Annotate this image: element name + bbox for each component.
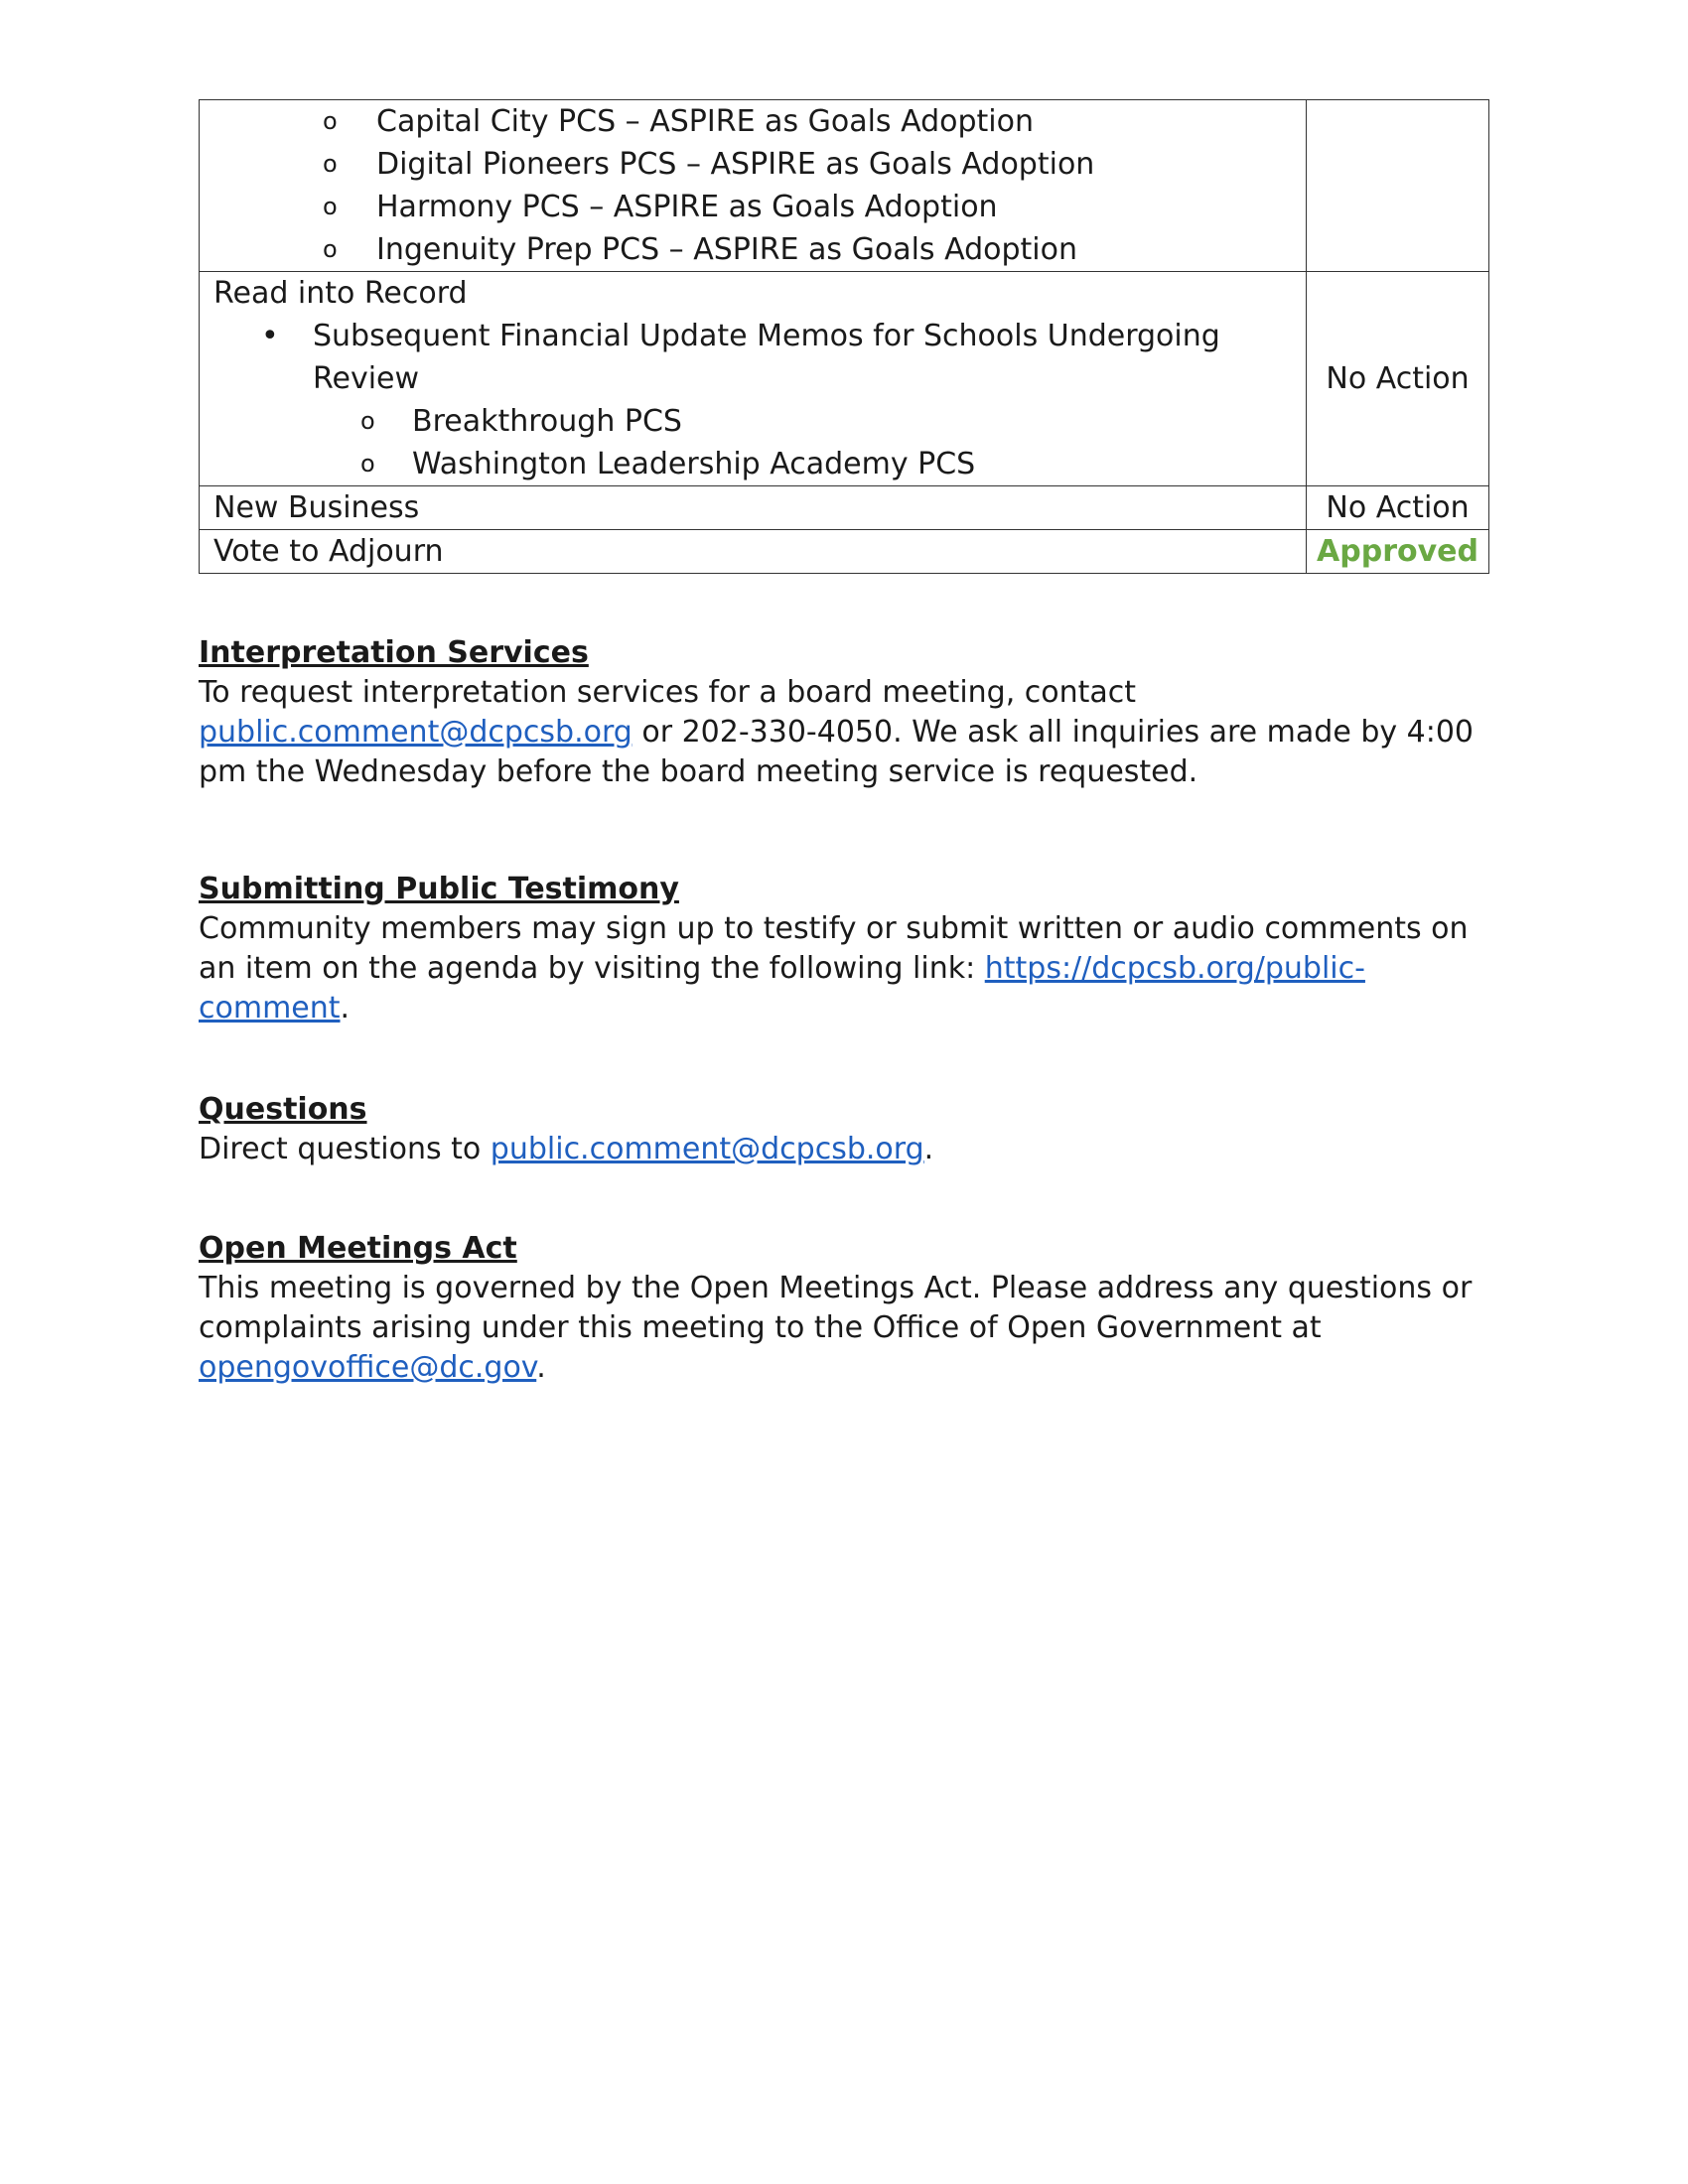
agenda-row-read-into-record [200, 272, 1489, 486]
circle-bullet-icon: o [360, 407, 375, 435]
section-heading: Interpretation Services [199, 635, 589, 670]
body-text: To request interpretation services for a board meeting, contact [199, 675, 1137, 710]
section-body [199, 1269, 1489, 1388]
list-item [313, 443, 1292, 485]
section-body [199, 909, 1489, 1028]
open-meetings-section [199, 1229, 1489, 1388]
agenda-row-goals-adoption [200, 100, 1489, 272]
body-text: This meeting is governed by the Open Meetings Act. Please address any questions or complaints arising under this meeting to the Office of Open Government at [199, 1271, 1473, 1345]
circle-bullet-icon: o [323, 107, 338, 135]
questions-section [199, 1090, 1489, 1169]
body-text: Community members may sign up to testify or submit written or audio comments on an item on the agenda by visiting the following link: [199, 911, 1469, 986]
list-item [213, 315, 1292, 485]
list-item-text: Ingenuity Prep PCS – ASPIRE as Goals Adoption [376, 232, 1077, 267]
email-link[interactable]: public.comment@dcpcsb.org [199, 715, 633, 750]
body-text: or 202-330-4050. We ask all inquiries are made by 4:00 pm the Wednesday before the board meeting service is requested. [199, 715, 1475, 789]
public-testimony-section [199, 870, 1489, 1028]
interpretation-section [199, 633, 1489, 792]
agenda-item-title: Read into Record [213, 276, 468, 311]
agenda-item-title: New Business [200, 486, 1307, 530]
list-item [213, 228, 1292, 271]
list-item-text: Harmony PCS – ASPIRE as Goals Adoption [376, 190, 998, 224]
agenda-status-cell: No Action [1307, 272, 1489, 486]
goals-adoption-list [213, 100, 1292, 271]
body-text: Direct questions to [199, 1132, 491, 1166]
circle-bullet-icon: o [360, 450, 375, 478]
section-heading: Questions [199, 1092, 367, 1127]
list-item-text: Digital Pioneers PCS – ASPIRE as Goals Adoption [376, 147, 1095, 182]
email-link[interactable]: public.comment@dcpcsb.org [490, 1132, 924, 1166]
agenda-item-cell [200, 272, 1307, 486]
agenda-status-cell: No Action [1307, 486, 1489, 530]
list-item [213, 186, 1292, 228]
list-item [213, 143, 1292, 186]
circle-bullet-icon: o [323, 193, 338, 220]
financial-memo-schools-list [313, 400, 1292, 485]
circle-bullet-icon: o [323, 235, 338, 263]
agenda-item-cell [200, 100, 1307, 272]
list-item-text: Capital City PCS – ASPIRE as Goals Adoption [376, 104, 1034, 139]
agenda-row-vote-to-adjourn [200, 530, 1489, 574]
section-heading: Open Meetings Act [199, 1231, 517, 1266]
agenda-table [199, 99, 1489, 574]
list-item-text: Breakthrough PCS [412, 404, 682, 439]
agenda-row-new-business [200, 486, 1489, 530]
agenda-item-title: Vote to Adjourn [200, 530, 1307, 574]
approved-status: Approved [1307, 530, 1489, 574]
body-text: . [923, 1132, 934, 1166]
read-into-record-list [213, 315, 1292, 485]
public-comment-link[interactable]: https://dcpcsb.org/public-comment [199, 951, 1365, 1025]
list-item [313, 400, 1292, 443]
section-body [199, 673, 1489, 792]
body-text: . [340, 991, 351, 1025]
list-item [213, 100, 1292, 143]
section-heading: Submitting Public Testimony [199, 872, 679, 906]
email-link[interactable]: opengovoffice@dc.gov [199, 1350, 537, 1385]
agenda-status-cell [1307, 100, 1489, 272]
section-body [199, 1130, 1489, 1169]
list-item-text: Subsequent Financial Update Memos for Schools Undergoing Review [313, 319, 1220, 396]
list-item-text: Washington Leadership Academy PCS [412, 447, 976, 481]
document-page [199, 99, 1489, 1388]
bullet-icon: • [261, 319, 279, 353]
circle-bullet-icon: o [323, 150, 338, 178]
body-text: . [536, 1350, 546, 1385]
